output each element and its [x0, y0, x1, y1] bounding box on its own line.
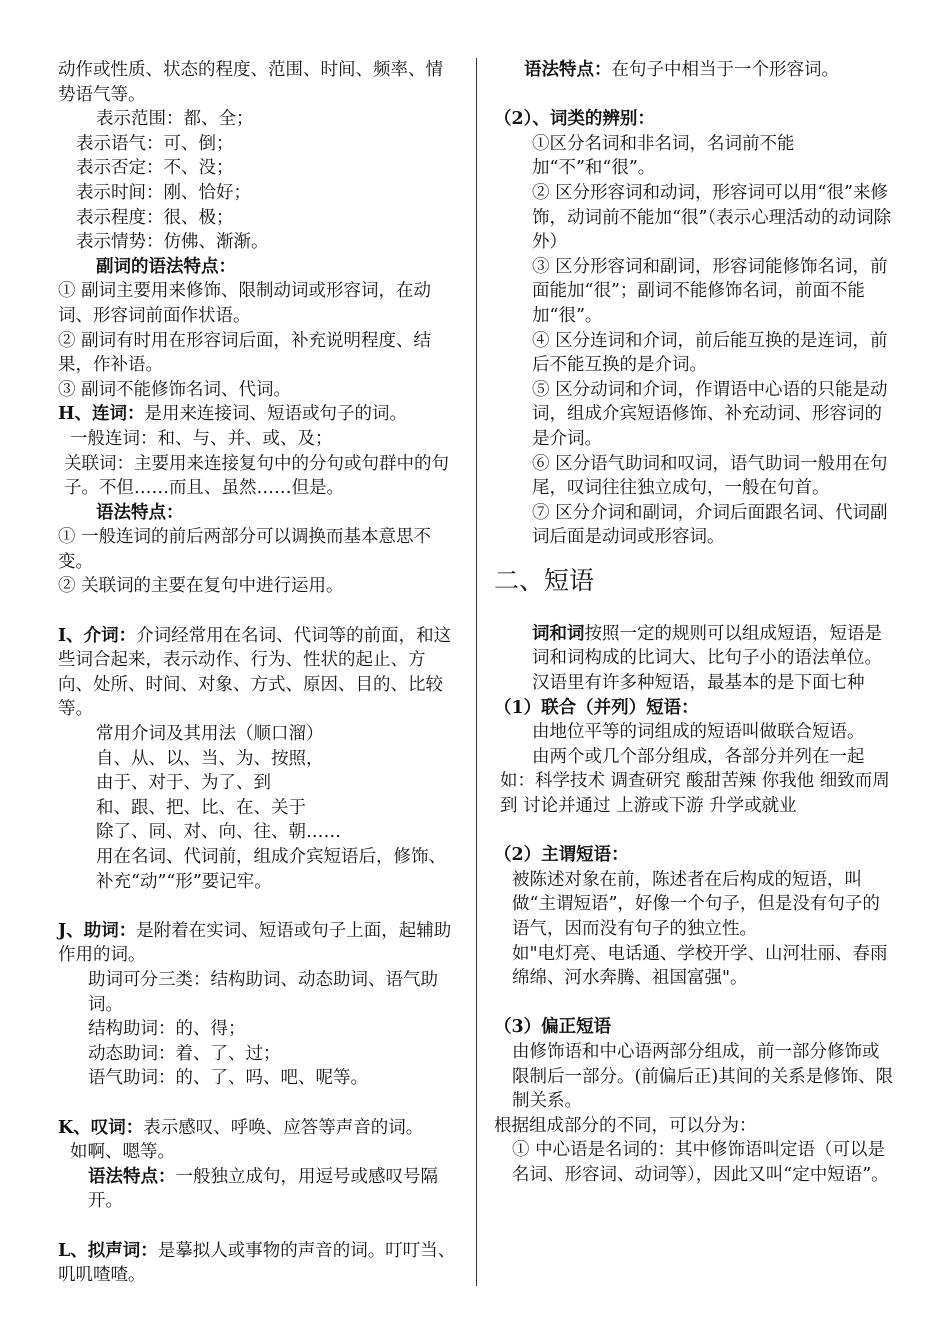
line-text: 一般连词：和、与、并、或、及；	[70, 428, 333, 449]
text-line	[58, 796, 460, 821]
text-line	[58, 132, 460, 157]
line-text: 介词经常用在名词、代词等的前面，和这些词合起来，表示动作、行为、性状的起止、方向、处所、时间、对象、方式、原因、目的、比较等。	[58, 625, 452, 720]
bold-term: I、介词：	[58, 625, 137, 646]
text-line	[494, 1040, 896, 1114]
line-text: 表示情势：仿佛、渐渐。	[76, 232, 269, 253]
line-text: 汉语里有许多种短语，最基本的是下面七种	[532, 673, 865, 694]
line-text: 自、从、以、当、为、按照，	[96, 748, 324, 769]
text-line	[58, 181, 460, 206]
text-line	[58, 402, 460, 427]
text-line	[494, 452, 896, 501]
text-line	[58, 156, 460, 181]
line-text: 根据组成部分的不同，可以分为：	[494, 1115, 757, 1136]
section-heading: 二、短语	[494, 565, 595, 595]
text-line	[494, 622, 896, 671]
text-line	[58, 1165, 460, 1214]
line-text: 常用介词及其用法（顺口溜）	[96, 724, 324, 745]
line-text: 除了、同、对、向、往、朝……	[96, 822, 341, 843]
text-line	[494, 1114, 896, 1139]
text-line	[58, 845, 460, 894]
text-line	[494, 745, 896, 770]
text-line	[58, 1042, 460, 1067]
line-text: 是附着在实词、短语或句子上面，起辅助作用的词。	[58, 920, 452, 966]
text-line	[58, 378, 460, 403]
line-text: ② 关联词的主要在复句中进行运用。	[58, 576, 344, 597]
line-text: ① 中心语是名词的：其中修饰语叫定语（可以是名词、形容词、动词等），因此又叫“定中短语”。	[512, 1140, 889, 1185]
text-line	[58, 919, 460, 968]
text-line	[494, 181, 896, 255]
text-line	[494, 378, 896, 452]
line-text: ② 副词有时用在形容词后面，补充说明程度、结果，作补语。	[58, 330, 432, 376]
line-text: 如"电灯亮、电话通、学校开学、山河壮丽、春雨绵绵、河水奔腾、祖国富强"。	[512, 943, 888, 989]
paragraph-gap	[494, 83, 896, 108]
line-text: 如啊、嗯等。	[70, 1142, 175, 1163]
text-line	[494, 696, 896, 721]
text-line	[494, 1138, 896, 1187]
text-line	[494, 255, 896, 329]
bold-term: （2）、词类的辨别：	[494, 109, 655, 130]
paragraph-gap	[58, 599, 460, 624]
bold-term: 语法特点：	[524, 60, 612, 80]
line-text: 表示时间：刚、恰好；	[76, 182, 251, 203]
line-text: ④ 区分连词和介词，前后能互换的是连词，前后不能互换的是介词。	[532, 330, 888, 376]
right-column	[494, 58, 896, 1188]
text-line	[58, 1116, 460, 1141]
text-line	[58, 574, 460, 599]
text-line	[58, 820, 460, 845]
text-line	[58, 1140, 460, 1165]
bold-term: （3）偏正短语	[494, 1017, 612, 1038]
text-line	[494, 671, 896, 696]
line-text: ② 区分形容词和动词，形容词可以用“很”来修饰，动词前不能加“很”（表示心理活动的动词除外）	[532, 182, 892, 253]
text-line	[494, 769, 896, 818]
line-text: 由两个或几个部分组成，各部分并列在一起	[532, 746, 865, 767]
line-text: 在句子中相当于一个形容词。	[611, 60, 839, 80]
line-text: 由修饰语和中心语两部分组成，前一部分修饰或限制后一部分。(前偏后正)其间的关系是修饰、限制关系。	[512, 1041, 894, 1112]
text-line	[494, 58, 896, 83]
line-text: 动作或性质、状态的程度、范围、时间、频率、情势语气等。	[58, 60, 443, 105]
text-line	[494, 1015, 896, 1040]
text-line	[58, 279, 460, 328]
line-text: 表示程度：很、极；	[76, 207, 234, 228]
line-text: 由地位平等的词组成的短语叫做联合短语。	[532, 722, 865, 743]
text-line	[494, 843, 896, 868]
text-line	[58, 1066, 460, 1091]
column-divider	[476, 58, 477, 1286]
bold-term: （1）联合（并列）短语：	[494, 697, 699, 718]
line-text: ⑥ 区分语气助词和叹词，语气助词一般用在句尾，叹词往往独立成句，一般在句首。	[532, 453, 888, 499]
text-line	[58, 771, 460, 796]
text-line	[58, 1239, 460, 1288]
text-line	[494, 107, 896, 132]
paragraph-gap	[58, 894, 460, 919]
line-text: ③ 区分形容词和副词，形容词能修饰名词，前面能加“很”；副词不能修饰名词，前面不能加“很”。	[532, 256, 888, 326]
line-text: 助词可分三类：结构助词、动态助词、语气助词。	[88, 969, 438, 1015]
line-text: 语法特点：	[96, 502, 184, 523]
line-text: 结构助词：的、得；	[88, 1019, 246, 1040]
line-text: ③ 副词不能修饰名词、代词。	[58, 379, 292, 400]
line-text: 被陈述对象在前，陈述者在后构成的短语，叫做“主谓短语”，好像一个句子，但是没有句子的语气，因而没有句子的独立性。	[512, 869, 880, 939]
text-line	[58, 255, 460, 280]
text-line	[58, 747, 460, 772]
left-column	[58, 58, 460, 1288]
text-line	[58, 722, 460, 747]
text-line	[58, 329, 460, 378]
line-text: ① 一般连词的前后两部分可以调换而基本意思不变。	[58, 527, 432, 572]
bold-term: J、助词：	[58, 920, 137, 941]
line-text: 按照一定的规则可以组成短语，短语是词和词构成的比词大、比句子小的语法单位。	[532, 623, 882, 669]
line-text: 表示范围：都、全；	[96, 109, 254, 130]
text-line	[58, 58, 460, 107]
text-line	[58, 427, 460, 452]
line-text: 表示感叹、呼唤、应答等声音的词。	[143, 1117, 424, 1138]
text-line	[494, 942, 896, 991]
line-text: ⑦ 区分介词和副词，介词后面跟名词、代词副词后面是动词或形容词。	[532, 502, 888, 548]
text-line	[494, 501, 896, 550]
text-line	[494, 329, 896, 378]
text-line	[58, 230, 460, 255]
line-text: 由于、对于、为了、到	[96, 773, 271, 794]
line-text: 用在名词、代词前，组成介宾短语后，修饰、补充“动”“形”要记牢。	[96, 847, 446, 892]
line-text: 是摹拟人或事物的声音的词。叮叮当、叽叽喳喳。	[58, 1240, 456, 1286]
text-line	[58, 1017, 460, 1042]
paragraph-gap	[58, 1214, 460, 1239]
bold-term: H、连词：	[58, 404, 145, 425]
line-text: 和、跟、把、比、在、关于	[96, 797, 306, 818]
text-line	[58, 501, 460, 526]
text-line	[494, 720, 896, 745]
paragraph-gap	[494, 991, 896, 1016]
line-text: 表示语气：可、倒；	[76, 133, 234, 154]
bold-term: （2）主谓短语：	[494, 845, 629, 866]
bold-term: K、叹词：	[58, 1117, 144, 1138]
paragraph-gap	[58, 1091, 460, 1116]
line-text: ①区分名词和非名词，名词前不能加“不”和“很”。	[532, 133, 795, 179]
text-line	[58, 624, 460, 722]
line-text: ⑤ 区分动词和介词，作谓语中心语的只能是动词，组成介宾短语修饰、补充动词、形容词的是介词。	[532, 379, 888, 449]
text-line	[494, 868, 896, 942]
text-line	[494, 132, 896, 181]
text-line	[58, 206, 460, 231]
bold-term: 词和词	[532, 623, 585, 644]
bold-term: L、拟声词：	[58, 1240, 158, 1261]
bold-term: 语法特点：	[88, 1166, 176, 1187]
line-text: 动态助词：着、了、过；	[88, 1043, 281, 1064]
line-text: ① 副词主要用来修饰、限制动词或形容词，在动词、形容词前面作状语。	[58, 281, 432, 326]
line-text: 表示否定：不、没；	[76, 158, 234, 179]
line-text: 是用来连接词、短语或句子的词。	[144, 404, 408, 425]
line-text: 如：科学技术 调查研究 酸甜苦辣 你我他 细致而周到 讨论并通过 上游或下游 升学或就业	[500, 771, 890, 817]
text-line	[58, 107, 460, 132]
line-text: 关联词：主要用来连接复句中的分句或句群中的句子。不但……而且、虽然……但是。	[64, 453, 449, 499]
line-text: 一般独立成句，用逗号或感叹号隔开。	[88, 1166, 438, 1212]
text-line	[58, 968, 460, 1017]
paragraph-gap	[494, 819, 896, 844]
line-text: 语气助词：的、了、吗、吧、呢等。	[88, 1068, 368, 1089]
text-line	[58, 452, 460, 501]
text-line	[58, 525, 460, 574]
line-text: 副词的语法特点：	[96, 256, 236, 277]
